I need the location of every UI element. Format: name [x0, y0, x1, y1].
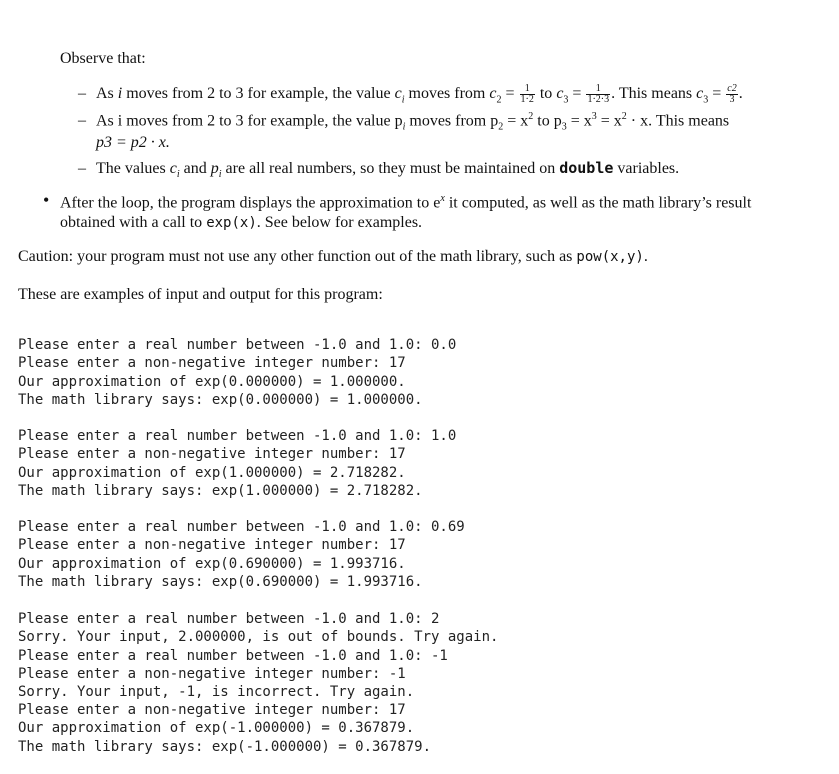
- code-line: The math library says: exp(0.000000) = 1.000000.: [18, 391, 423, 408]
- code-line: Please enter a non-negative integer number: -1: [18, 665, 406, 682]
- code-line: Please enter a non-negative integer number: 17: [18, 702, 406, 719]
- code-example-4: [18, 592, 498, 774]
- dash-2: –: [78, 112, 86, 129]
- code-line: The math library says: exp(-1.000000) = 0.367879.: [18, 738, 432, 755]
- bullet-line-1: After the loop, the program displays the approximation to $e^x$ it computed, as well as the math library’s result: [60, 193, 752, 212]
- code-line: Sorry. Your input, -1, is incorrect. Try again.: [18, 684, 415, 701]
- fraction-c3: $\frac{1}{1\cdot 2\cdot 3}$: [587, 83, 610, 105]
- item-3-text: The values $c_i$ and $p_i$ are all real numbers, so they must be maintained on double variables.: [96, 159, 680, 181]
- caution-text: Caution: your program must not use any other function out of the math library, such as pow(x,y).: [18, 248, 648, 265]
- item-2-line-2: p3 = p2 · x.: [96, 134, 170, 151]
- code-line: The math library says: exp(1.000000) = 2.718282.: [18, 482, 423, 499]
- code-line: Please enter a real number between -1.0 and 1.0: 1.0: [18, 428, 457, 445]
- bullet-dot: •: [43, 190, 50, 210]
- fraction-c2: $\frac{1}{1\cdot 2}$: [520, 83, 534, 105]
- code-line: Please enter a real number between -1.0 and 1.0: 2: [18, 611, 440, 628]
- dash-1: –: [78, 85, 86, 102]
- code-line: The math library says: exp(0.690000) = 1.993716.: [18, 573, 423, 590]
- item-1-text: As i moves from 2 to 3 for example, the value $c_i$ moves from $c_2$ = $\frac{1}{1\cdot 2}$ to $c_3$ = $\frac{1}{1\cdot 2\cdot 3}$ . This means $c_3$ = $\frac{c2}{3}$ .: [96, 83, 743, 106]
- code-line: Our approximation of exp(0.690000) = 1.993716.: [18, 555, 406, 572]
- code-line: Our approximation of exp(-1.000000) = 0.367879.: [18, 720, 415, 737]
- code-line: Sorry. Your input, 2.000000, is out of bounds. Try again.: [18, 629, 499, 646]
- fraction-c2-over-3: $\frac{c2}{3}$: [727, 83, 737, 105]
- examples-intro: These are examples of input and output for this program:: [18, 286, 383, 303]
- intro-text: Observe that:: [60, 50, 146, 67]
- code-line: Please enter a real number between -1.0 and 1.0: 0.69: [18, 519, 465, 536]
- code-line: Please enter a non-negative integer number: 17: [18, 446, 406, 463]
- code-line: Please enter a non-negative integer number: 17: [18, 355, 406, 372]
- pow-code: pow(x,y): [576, 249, 644, 265]
- bullet-line-2: obtained with a call to exp(x). See below for examples.: [60, 214, 423, 231]
- code-line: Our approximation of exp(1.000000) = 2.718282.: [18, 464, 406, 481]
- double-keyword: double: [559, 159, 614, 177]
- code-line: Our approximation of exp(0.000000) = 1.000000.: [18, 373, 406, 390]
- item-2-line-1: As i moves from 2 to 3 for example, the value $p_i$ moves from $p_2 = x^2$ to $p_3 = x^3 = x^2 \cdot x$. This means: [96, 111, 730, 133]
- code-line: Please enter a real number between -1.0 and 1.0: 0.0: [18, 337, 457, 354]
- code-line: Please enter a non-negative integer number: 17: [18, 537, 406, 554]
- dash-3: –: [78, 160, 86, 177]
- exp-code: exp(x): [206, 215, 257, 231]
- code-line: Please enter a real number between -1.0 and 1.0: -1: [18, 647, 448, 664]
